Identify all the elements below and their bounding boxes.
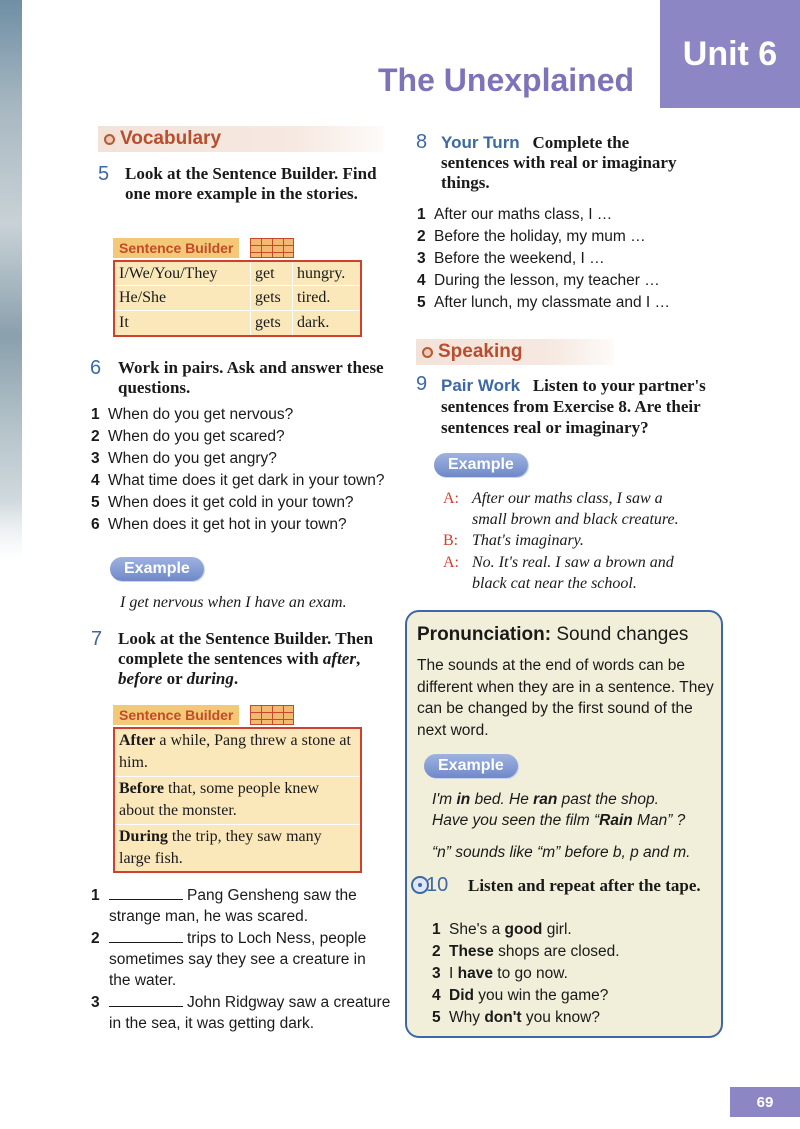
example-text: past the shop. (557, 791, 659, 808)
sentence-builder-1-label: Sentence Builder (113, 238, 239, 258)
list-item (432, 963, 712, 985)
list-item: 5 When does it get cold in your town? (91, 494, 354, 511)
exercise-5-instruction: Look at the Sentence Builder. Find one more example in the stories. (125, 164, 377, 203)
list-item-text: When do you get nervous? (108, 406, 294, 423)
example-bold: in (456, 791, 471, 808)
list-item (432, 941, 712, 963)
item-number: 2 (432, 943, 441, 960)
instruction-text: Listen to your partner's sentences from Exercise 8. Are their sentences real or imaginary? (441, 376, 706, 437)
list-item: 1 When do you get nervous? (91, 406, 294, 423)
sentence-builder-entry (115, 729, 360, 777)
example-bold: ran (533, 791, 558, 808)
table-cell: get (251, 262, 293, 285)
blank-line (109, 993, 183, 1007)
instruction-text: . (233, 669, 239, 688)
list-item-text: After lunch, my classmate and I … (434, 294, 671, 311)
keyword: Before (119, 780, 165, 797)
item-number: 3 (91, 994, 100, 1011)
page-number: 69 (730, 1087, 800, 1117)
instruction-text: Complete the sentences with real or imaginary things. (441, 133, 677, 192)
list-item-text: When does it get hot in your town? (108, 516, 347, 533)
sentence-builder-2-box (113, 727, 362, 873)
entry-text: that, some people knew about the monster. (119, 780, 320, 819)
speaker-label: A: (443, 490, 459, 507)
exercise-10-instruction: Listen and repeat after the tape. (468, 876, 701, 895)
example-text: I'm (432, 791, 457, 808)
table-cell: gets (251, 286, 293, 309)
table-cell: tired. (297, 288, 331, 306)
speaking-heading-label: Speaking (438, 341, 523, 362)
example-text: Man” ? (632, 812, 686, 829)
item-text: the water. (109, 972, 177, 989)
vocabulary-heading (98, 126, 383, 152)
list-item-text: When do you get angry? (108, 450, 277, 467)
item-number: 4 (432, 987, 441, 1004)
item-text: I (449, 965, 458, 982)
list-item: 1 After our maths class, I … (417, 206, 613, 223)
exercise-7-item-1 (91, 885, 401, 927)
list-item (432, 1007, 712, 1029)
pronunciation-title (417, 624, 688, 646)
list-item (432, 919, 712, 941)
dialogue-line: That's imaginary. (472, 532, 584, 549)
item-number: 1 (91, 887, 100, 904)
pronunciation-body: The sounds at the end of words can be different when they are in a sentence. They can be changed by the first sound of the next word. (417, 657, 714, 739)
item-text: Why (449, 1009, 485, 1026)
example-text: Have you seen the film “ (432, 812, 600, 829)
list-item: 3 Before the weekend, I … (417, 250, 605, 267)
sentence-builder-2-label: Sentence Builder (113, 705, 239, 725)
list-item-text: After our maths class, I … (434, 206, 613, 223)
example-bold: Rain (599, 812, 633, 829)
list-item: 2 When do you get scared? (91, 428, 285, 445)
pronunciation-example-line-1 (432, 789, 659, 810)
exercise-7-item-3 (91, 992, 401, 1034)
list-item: 3 When do you get angry? (91, 450, 277, 467)
exercise-5-number: 5 (98, 163, 110, 185)
pronunciation-example-note: “n” sounds like “m” before b, p and m. (432, 844, 691, 861)
item-text: you win the game? (473, 987, 609, 1004)
your-turn-label: Your Turn (441, 133, 520, 152)
item-number: 3 (432, 965, 441, 982)
section-bullet-icon (104, 134, 115, 145)
exercise-9-example-badge: Example (434, 453, 528, 477)
table-row (115, 262, 360, 286)
item-text: shops are closed. (493, 943, 620, 960)
table-cell: I/We/You/They (115, 262, 251, 285)
item-number: 5 (432, 1009, 441, 1026)
exercise-10-number: 10 (426, 874, 449, 896)
exercise-6-example-badge: Example (110, 557, 204, 581)
bricks-icon (250, 705, 294, 725)
list-item: 2 Before the holiday, my mum … (417, 228, 646, 245)
section-bullet-icon (422, 347, 433, 358)
keyword: After (119, 732, 156, 749)
item-text: strange man, he was scared. (109, 908, 309, 925)
instruction-text: , (355, 649, 361, 668)
speaker-label: A: (443, 554, 459, 571)
vocabulary-heading-label: Vocabulary (120, 128, 222, 149)
item-text: trips to Loch Ness, people (187, 930, 367, 947)
exercise-7-number: 7 (91, 628, 103, 650)
entry-text: the trip, they saw many large fish. (119, 828, 322, 867)
pair-work-label: Pair Work (441, 376, 521, 395)
unit-tab: Unit 6 (660, 0, 800, 108)
item-bold: These (449, 943, 494, 960)
side-photo-fade (0, 500, 22, 560)
item-text: She's a (449, 921, 505, 938)
exercise-6-instruction: Work in pairs. Ask and answer these questions. (118, 358, 384, 397)
exercise-9-dialogue (443, 488, 733, 598)
list-item-text: Before the weekend, I … (434, 250, 605, 267)
exercise-8-items (417, 204, 717, 314)
exercise-7-item-2 (91, 928, 401, 991)
exercise-6-number: 6 (90, 357, 102, 379)
table-cell: He/She (115, 286, 251, 309)
item-number: 1 (432, 921, 441, 938)
item-bold: have (457, 965, 493, 982)
item-bold: don't (484, 1009, 522, 1026)
side-photo-strip (0, 0, 22, 560)
exercise-7-instruction (118, 629, 390, 689)
item-text: in the sea, it was getting dark. (109, 1015, 315, 1032)
dialogue-line: black cat near the school. (472, 575, 637, 592)
sentence-builder-1-table (113, 260, 362, 337)
list-item-text: When do you get scared? (108, 428, 285, 445)
list-item (432, 985, 712, 1007)
dialogue-line: After our maths class, I saw a (472, 490, 663, 507)
item-text: to go now. (492, 965, 568, 982)
item-bold: Did (449, 987, 474, 1004)
keyword: During (119, 828, 168, 845)
exercise-10-items (432, 919, 712, 1029)
page-title: The Unexplained (378, 62, 635, 98)
exercise-9-instruction (441, 375, 736, 438)
speaker-label: B: (443, 532, 459, 549)
item-text: girl. (542, 921, 572, 938)
sentence-builder-entry (115, 825, 360, 872)
instruction-text: Look at the Sentence Builder. Then complete the sentences with (118, 629, 374, 668)
list-item: 5 After lunch, my classmate and I … (417, 294, 671, 311)
item-text: you know? (521, 1009, 600, 1026)
entry-text: a while, Pang threw a stone at him. (119, 732, 351, 771)
blank-line (109, 929, 183, 943)
table-cell: hungry. (297, 264, 346, 282)
pronunciation-title-rest: Sound changes (551, 624, 689, 645)
item-text: Pang Gensheng saw the (187, 887, 357, 904)
item-text: sometimes say they see a creature in (109, 951, 366, 968)
example-text: bed. He (470, 791, 534, 808)
exercise-6-example-text: I get nervous when I have an exam. (120, 594, 347, 611)
list-item: 4 During the lesson, my teacher … (417, 272, 660, 289)
exercise-6-questions (91, 404, 411, 536)
list-item-text: When does it get cold in your town? (108, 494, 354, 511)
sentence-builder-entry (115, 777, 360, 825)
list-item: 6 When does it get hot in your town? (91, 516, 347, 533)
keyword-before: before (118, 669, 163, 688)
item-number: 2 (91, 930, 100, 947)
keyword-after: after (322, 649, 356, 668)
list-item-text: What time does it get dark in your town? (108, 472, 385, 489)
list-item-text: Before the holiday, my mum … (434, 228, 646, 245)
dialogue-line: No. It's real. I saw a brown and (472, 554, 674, 571)
keyword-during: during (186, 669, 234, 688)
instruction-text: or (162, 669, 187, 688)
table-cell: gets (251, 311, 293, 335)
table-row (115, 311, 360, 335)
list-item-text: During the lesson, my teacher … (434, 272, 660, 289)
table-row (115, 286, 360, 310)
exercise-8-number: 8 (416, 131, 428, 153)
speaking-heading (416, 339, 614, 365)
pronunciation-title-bold: Pronunciation: (417, 624, 552, 645)
bricks-icon (250, 238, 294, 258)
item-text: John Ridgway saw a creature (187, 994, 391, 1011)
blank-line (109, 886, 183, 900)
list-item: 4 What time does it get dark in your town? (91, 472, 385, 489)
dialogue-line: small brown and black creature. (472, 511, 679, 528)
item-bold: good (504, 921, 543, 938)
pronunciation-example-line-2 (432, 810, 685, 831)
pronunciation-example-badge: Example (424, 754, 518, 778)
table-cell: dark. (297, 313, 330, 331)
table-cell: It (115, 311, 251, 335)
exercise-9-number: 9 (416, 373, 428, 395)
exercise-8-instruction (441, 133, 701, 193)
